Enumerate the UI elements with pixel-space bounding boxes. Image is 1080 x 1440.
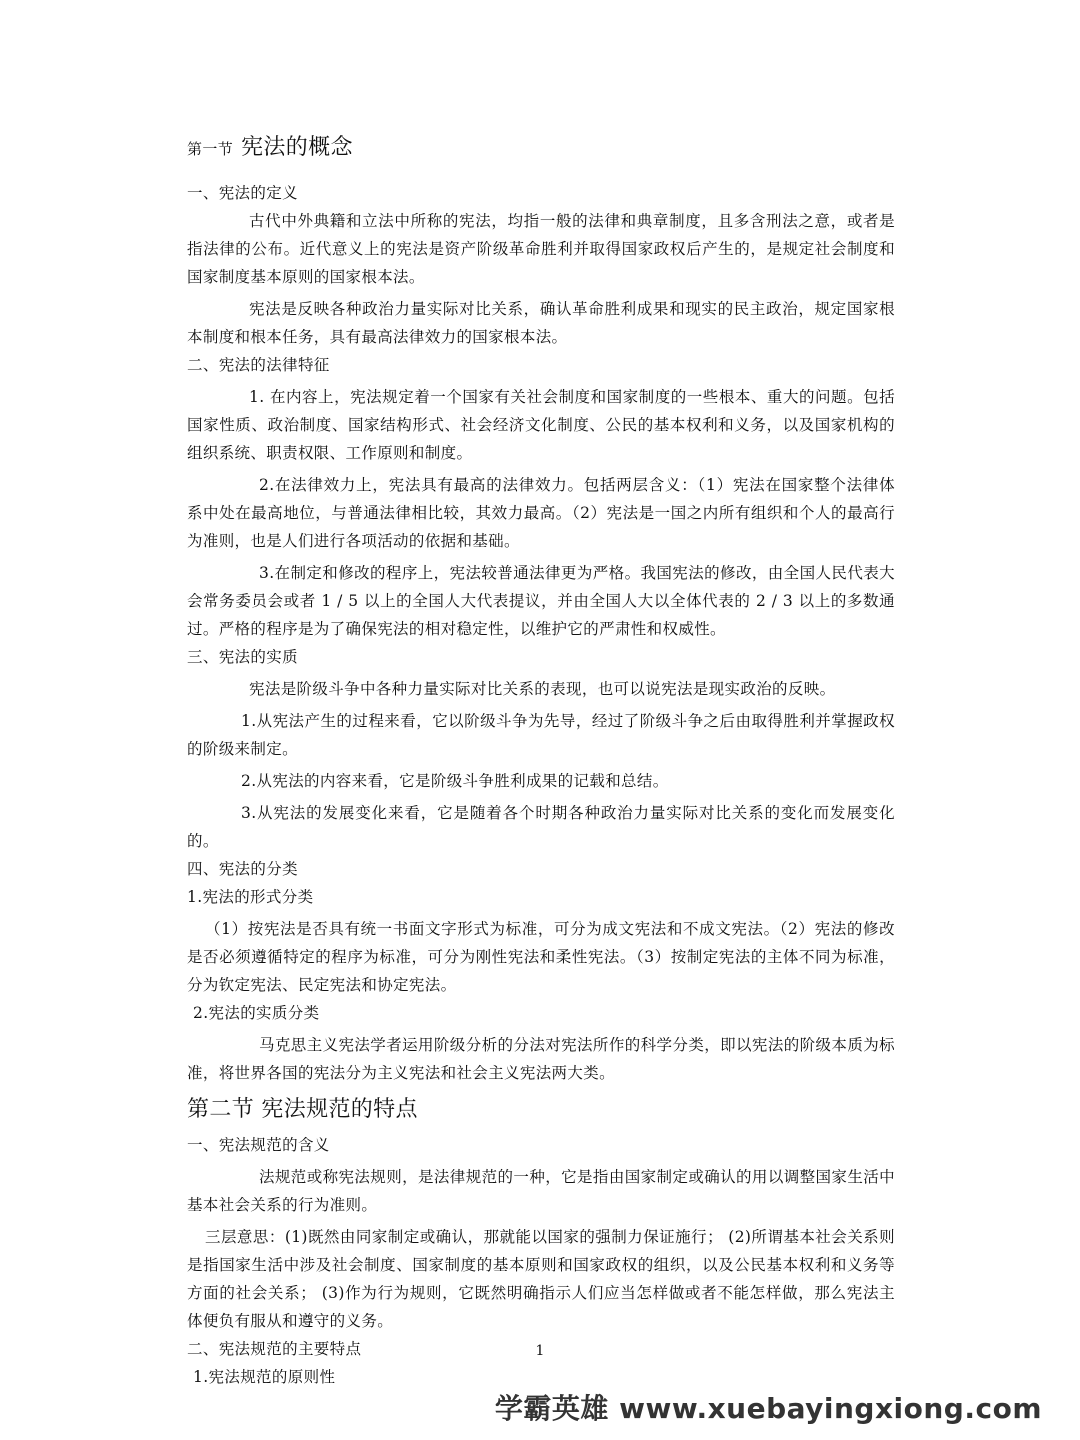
section1-title: 宪法的概念 [241,135,353,160]
heading-definition: 一、宪法的定义 [187,184,298,202]
site-watermark: 学霸英雄 www.xuebayingxiong.com [494,1392,1042,1425]
section1-heading [187,128,895,169]
document-body [187,128,895,1391]
subheading-form-classification: 1.宪法的形式分类 [187,888,314,906]
heading-features: 二、宪法的法律特征 [187,356,330,374]
section2-title: 第二节 宪法规范的特点 [187,1097,418,1122]
paragraph: 古代中外典籍和立法中所称的宪法，均指一般的法律和典章制度，且多含刑法之意，或者是指法律的公布。近代意义上的宪法是资产阶级革命胜利并取得国家政权后产生的，是规定社会制度和国家制度基本原则的国家根本法。 [187,212,895,286]
paragraph: 三层意思：(1)既然由同家制定或确认，那就能以国家的强制力保证施行； (2)所谓基本社会关系则是指国家生活中涉及社会制度、国家制度的基本原则和国家政权的组织，以及公民基本权利和义务等方面的社会关系； (3)作为行为规则，它既然明确指示人们应当怎样做或者不能怎样做，那么宪法主体便负有服从和遵守的义务。 [187,1228,895,1330]
paragraph: 1. 在内容上，宪法规定着一个国家有关社会制度和国家制度的一些根本、重大的问题。包括国家性质、政治制度、国家结构形式、社会经济文化制度、公民的基本权利和义务，以及国家机构的组织系统、职责权限、工作原则和制度。 [187,388,895,462]
heading-main-features: 二、宪法规范的主要特点 [187,1340,362,1358]
heading-essence: 三、宪法的实质 [187,648,298,666]
paragraph: 马克思主义宪法学者运用阶级分析的分法对宪法所作的科学分类，即以宪法的阶级本质为标准，将世界各国的宪法分为主义宪法和社会主义宪法两大类。 [187,1036,895,1082]
paragraph: 2.从宪法的内容来看，它是阶级斗争胜利成果的记载和总结。 [241,772,669,790]
subheading-essence-classification: 2.宪法的实质分类 [193,1004,320,1022]
paragraph: 2.在法律效力上，宪法具有最高的法律效力。包括两层含义：（1）宪法在国家整个法律体系中处在最高地位，与普通法律相比较，其效力最高。（2）宪法是一国之内所有组织和个人的最高行为准则，也是人们进行各项活动的依据和基础。 [187,476,895,550]
paragraph: 1.从宪法产生的过程来看，它以阶级斗争为先导，经过了阶级斗争之后由取得胜利并掌握政权的阶级来制定。 [187,712,895,758]
paragraph: 3.从宪法的发展变化来看，它是随着各个时期各种政治力量实际对比关系的变化而发展变化的。 [187,804,895,850]
heading-meaning: 一、宪法规范的含义 [187,1136,330,1154]
section1-prefix: 第一节 [187,140,234,158]
paragraph: 3.在制定和修改的程序上，宪法较普通法律更为严格。我国宪法的修改，由全国人民代表大会常务委员会或者 1 / 5 以上的全国人大代表提议，并由全国人大以全体代表的 2 / 3 以上的多数通过。严格的程序是为了确保宪法的相对稳定性，以维护它的严肃性和权威性。 [187,564,895,638]
paragraph: 法规范或称宪法规则，是法律规范的一种，它是指由国家制定或确认的用以调整国家生活中基本社会关系的行为准则。 [187,1168,895,1214]
paragraph: （1）按宪法是否具有统一书面文字形式为标准，可分为成文宪法和不成文宪法。（2）宪法的修改是否必须遵循特定的程序为标准，可分为刚性宪法和柔性宪法。（3）按制定宪法的主体不同为标准，分为钦定宪法、民定宪法和协定宪法。 [187,920,895,994]
heading-classification: 四、宪法的分类 [187,860,298,878]
subheading-principle: 1.宪法规范的原则性 [193,1368,336,1386]
page-number: 1 [535,1343,545,1359]
paragraph: 宪法是反映各种政治力量实际对比关系，确认革命胜利成果和现实的民主政治，规定国家根本制度和根本任务，具有最高法律效力的国家根本法。 [187,300,895,346]
paragraph: 宪法是阶级斗争中各种力量实际对比关系的表现，也可以说宪法是现实政治的反映。 [249,680,836,698]
